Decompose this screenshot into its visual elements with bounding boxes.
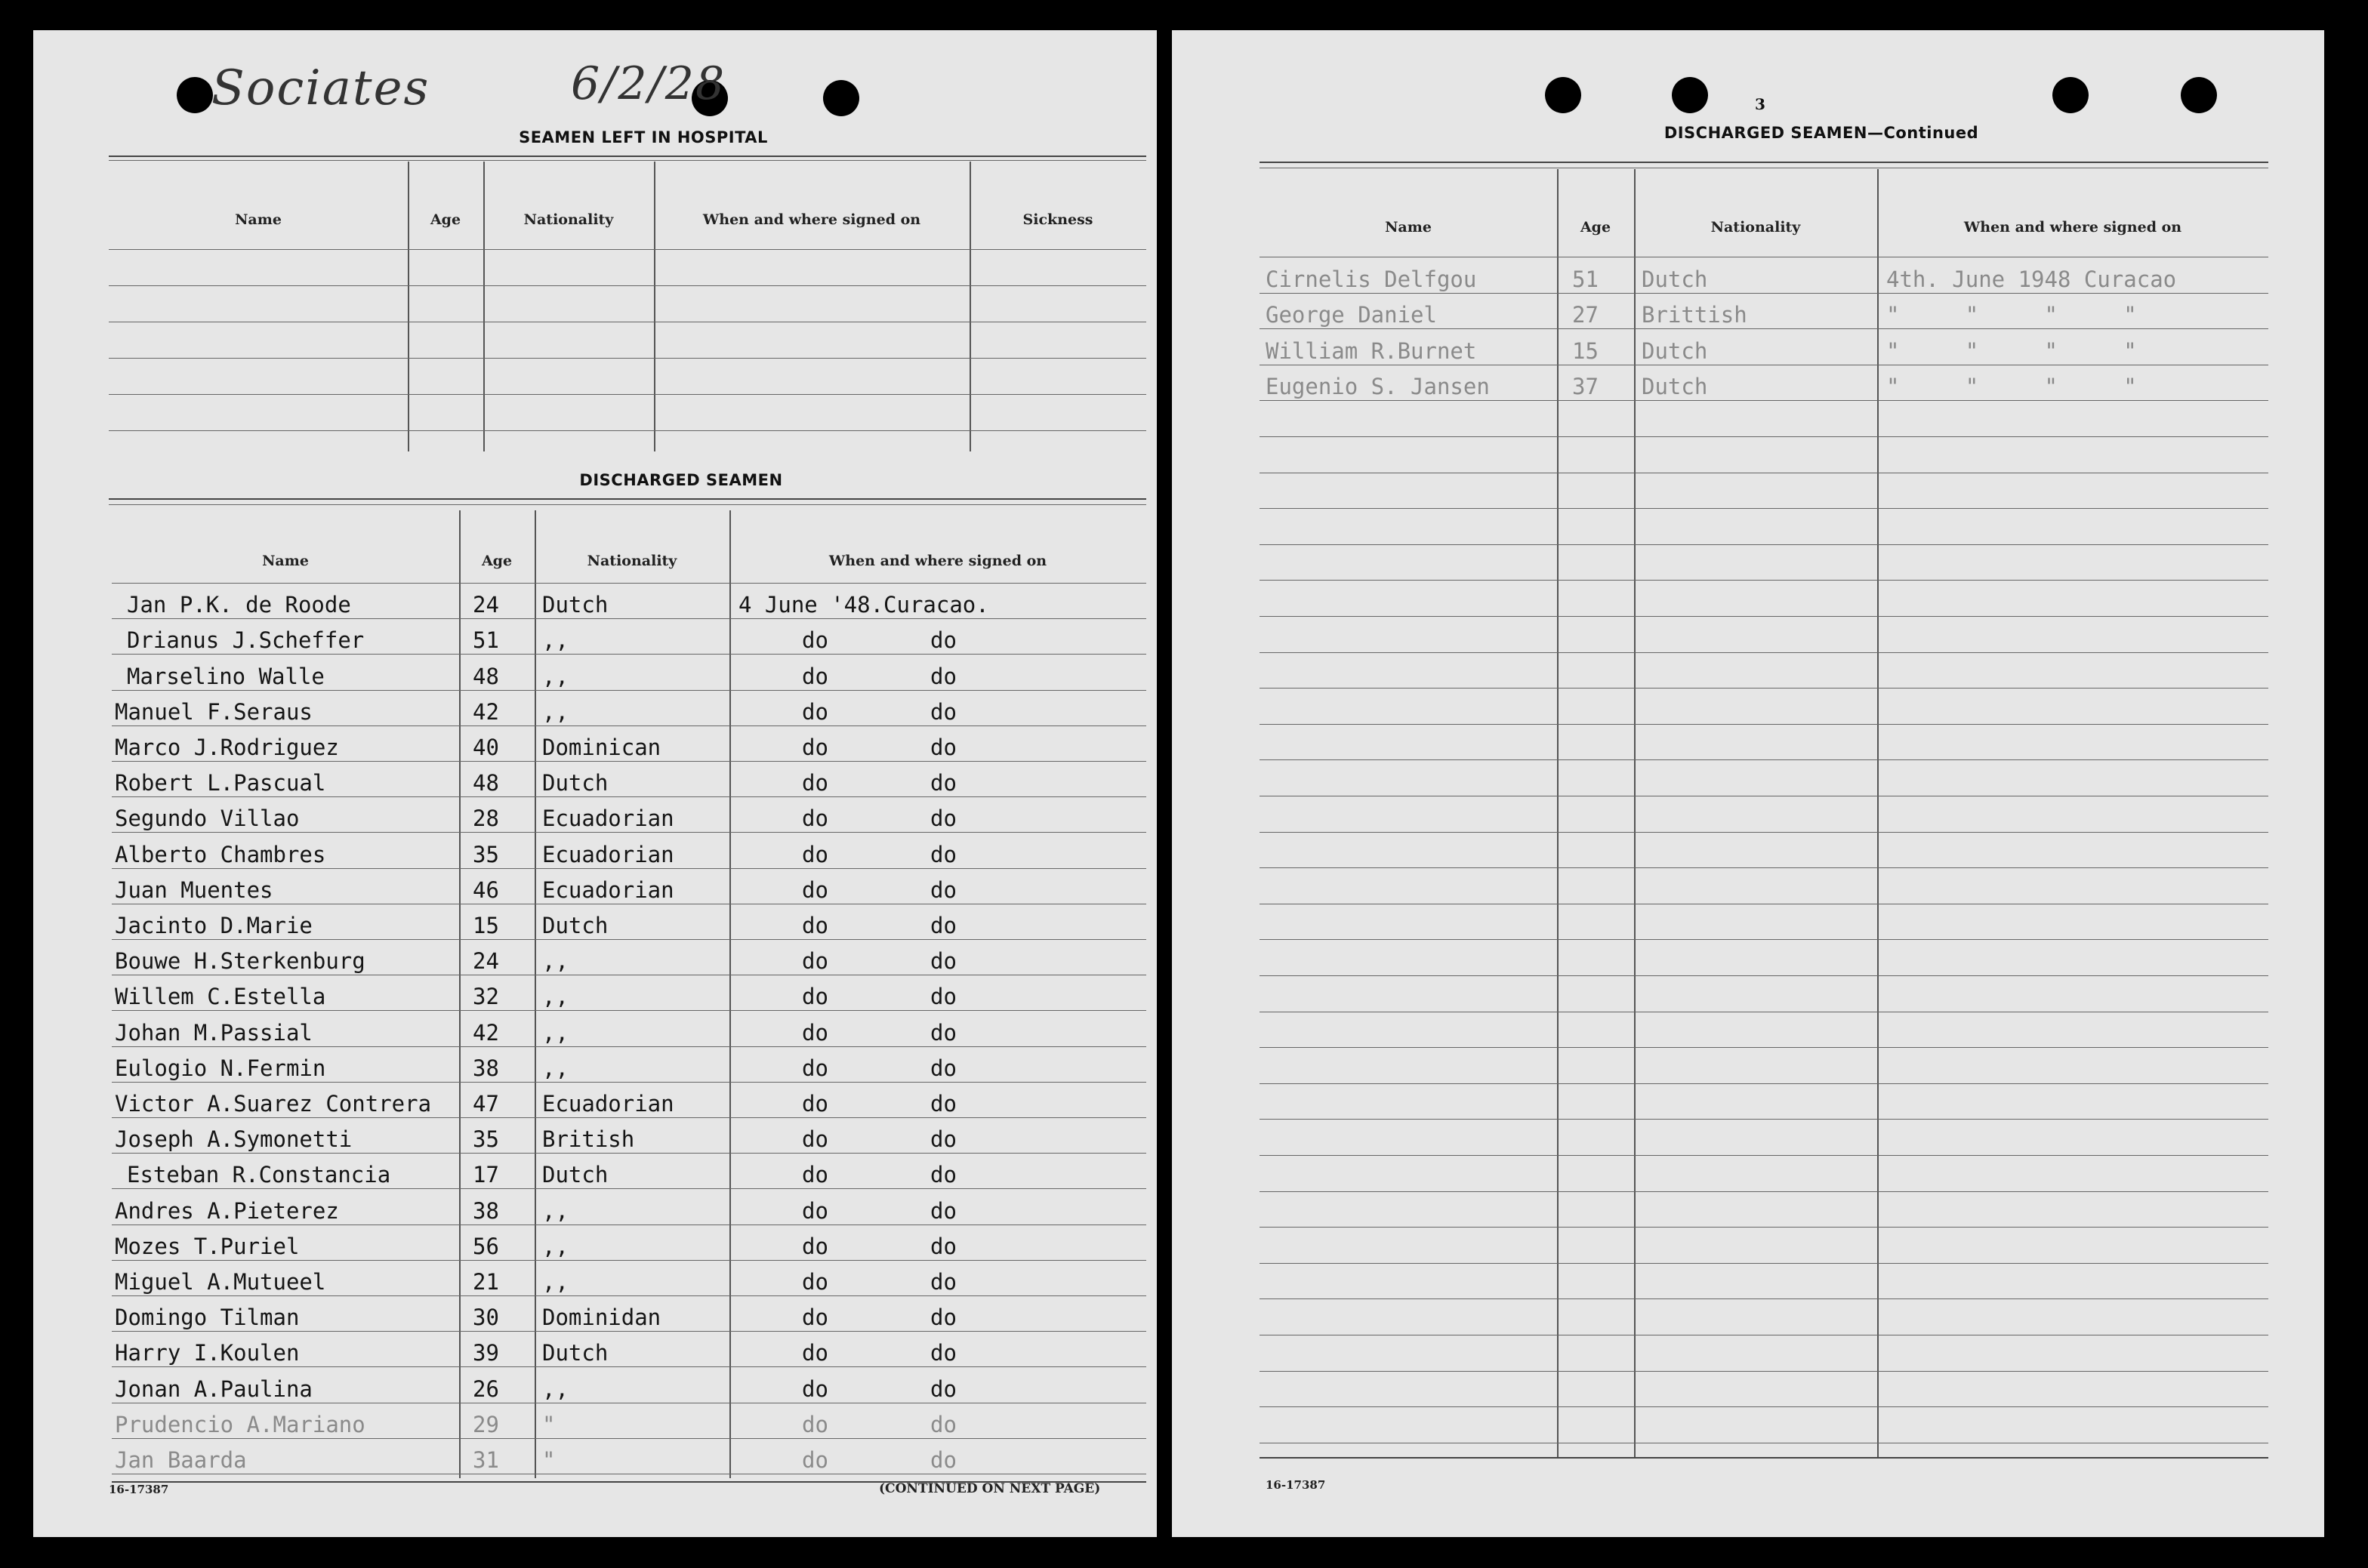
row-rule [112, 654, 1146, 655]
column-rule [408, 162, 409, 451]
discharged-header-0: Name [262, 553, 309, 569]
row-rule [1260, 652, 2268, 653]
right-page [1172, 30, 2324, 1537]
seaman-name: Drianus J.Scheffer [127, 627, 365, 654]
seaman-nationality: ,, [542, 1197, 569, 1224]
row-rule [1260, 544, 2268, 545]
hospital-header-1: Age [430, 211, 461, 228]
row-rule [1260, 436, 2268, 437]
hospital-header-0: Name [235, 211, 282, 228]
signed-on-date: do [802, 698, 828, 725]
row-rule [109, 394, 1146, 395]
signed-on-date: do [802, 948, 828, 975]
signed-on-place: do [930, 841, 957, 867]
row-rule [1260, 1083, 2268, 1084]
row-rule [1260, 328, 2268, 329]
row-rule [112, 1331, 1146, 1332]
seaman-age: 40 [473, 735, 499, 760]
signed-on-date: do [802, 770, 828, 796]
seaman-name: Robert L.Pascual [115, 770, 326, 796]
hospital-header-3: When and where signed on [702, 211, 921, 228]
seaman-nationality: Dominican [542, 735, 661, 760]
seaman-age: 35 [473, 841, 499, 867]
punch-hole [177, 77, 213, 113]
signed-on-place: do [930, 627, 957, 654]
signed-on-place: do [930, 948, 957, 975]
row-rule [1260, 1406, 2268, 1407]
row-rule [112, 690, 1146, 691]
row-rule [1260, 1298, 2268, 1299]
signed-on-date: do [802, 984, 828, 1010]
signed-on-date: do [802, 735, 828, 760]
row-rule [1260, 975, 2268, 976]
seaman-name: Bouwe H.Sterkenburg [115, 948, 365, 975]
seaman-nationality: " [542, 1447, 556, 1473]
hospital-header-2: Nationality [523, 211, 614, 228]
seaman-name: Victor A.Suarez Contrera [115, 1091, 432, 1117]
seaman-nationality: ,, [542, 627, 569, 654]
row-rule [1260, 293, 2268, 294]
seaman-age: 24 [473, 948, 499, 975]
signed-on-place: do [930, 1197, 957, 1224]
seaman-name: Eugenio S. Jansen [1266, 374, 1490, 400]
signed-on-date: do [802, 806, 828, 832]
seaman-age: 15 [473, 913, 499, 938]
seaman-nationality: ,, [542, 1233, 569, 1259]
row-rule [112, 725, 1146, 726]
column-rule [1877, 169, 1879, 1457]
signed-on-place: do [930, 876, 957, 903]
punch-hole [2052, 77, 2089, 113]
row-rule [1260, 1191, 2268, 1192]
seaman-age: 29 [473, 1411, 499, 1437]
continued-header-1: Age [1580, 219, 1611, 236]
signed-on-place: do [930, 1162, 957, 1188]
seaman-age: 24 [473, 592, 499, 618]
seaman-nationality: ,, [542, 698, 569, 725]
signed-on-place: do [930, 1340, 957, 1366]
seaman-nationality: Dutch [542, 592, 609, 618]
seaman-age: 46 [473, 876, 499, 903]
seaman-nationality: Dutch [542, 1162, 609, 1188]
column-rule [459, 510, 461, 1478]
signed-on-date: do [802, 1447, 828, 1473]
seaman-nationality: ,, [542, 663, 569, 689]
seaman-age: 51 [473, 627, 499, 654]
column-rule [729, 510, 731, 1478]
row-rule [1260, 616, 2268, 617]
signed-on-place: do [930, 1091, 957, 1117]
signed-on-date: do [802, 1162, 828, 1188]
row-rule [112, 868, 1146, 869]
form-number: 16-17387 [109, 1483, 169, 1496]
seaman-name: William R.Burnet [1266, 337, 1477, 364]
seaman-age: 42 [473, 1019, 499, 1046]
row-rule [112, 1295, 1146, 1296]
seaman-name: George Daniel [1266, 302, 1437, 328]
seaman-age: 17 [473, 1162, 499, 1188]
signed-on-place: do [930, 806, 957, 832]
seaman-name: Juan Muentes [115, 876, 273, 903]
seaman-age: 15 [1572, 337, 1599, 364]
continued-header-0: Name [1385, 219, 1432, 236]
table-bottom-rule [1260, 1457, 2268, 1459]
punch-hole [2181, 77, 2217, 113]
seaman-nationality: ,, [542, 984, 569, 1010]
seaman-name: Esteban R.Constancia [127, 1162, 391, 1188]
signed-on-place: do [930, 984, 957, 1010]
row-rule [112, 1153, 1146, 1154]
signed-on-place: do [930, 1305, 957, 1331]
signed-on-date: do [802, 1055, 828, 1081]
seaman-name: Alberto Chambres [115, 841, 326, 867]
discharged-section-title: DISCHARGED SEAMEN [579, 471, 783, 489]
seaman-name: Jan P.K. de Roode [127, 592, 351, 618]
seaman-name: Jacinto D.Marie [115, 913, 313, 938]
seaman-age: 35 [473, 1126, 499, 1153]
seaman-name: Marco J.Rodriguez [115, 735, 339, 760]
seaman-age: 56 [473, 1233, 499, 1259]
seaman-nationality: ,, [542, 1019, 569, 1046]
row-rule [109, 285, 1146, 286]
seaman-nationality: ,, [542, 1375, 569, 1402]
row-rule [1260, 1119, 2268, 1120]
seaman-name: Manuel F.Seraus [115, 698, 313, 725]
signed-on: 4th. June 1948 Curacao [1886, 266, 2177, 292]
row-rule [112, 939, 1146, 940]
row-rule [109, 358, 1146, 359]
signed-on-place: do [930, 1269, 957, 1295]
row-rule [1260, 1371, 2268, 1372]
seaman-age: 38 [473, 1055, 499, 1081]
seaman-age: 30 [473, 1305, 499, 1331]
column-rule [1557, 169, 1559, 1457]
signed-on-place: do [930, 1055, 957, 1081]
row-rule [1260, 580, 2268, 581]
row-rule [1260, 1227, 2268, 1228]
row-rule [112, 1260, 1146, 1261]
row-rule [112, 1082, 1146, 1083]
seaman-nationality: Dutch [1642, 374, 1708, 400]
continued-header-2: Nationality [1710, 219, 1801, 236]
seaman-name: Prudencio A.Mariano [115, 1411, 365, 1437]
seaman-nationality: Dutch [542, 770, 609, 796]
seaman-age: 48 [473, 770, 499, 796]
row-rule [1260, 832, 2268, 833]
seaman-nationality: Dutch [542, 913, 609, 938]
signed-on-place: do [930, 913, 957, 938]
column-rule [483, 162, 485, 451]
signed-on-date: do [802, 663, 828, 689]
form-number: 16-17387 [1266, 1478, 1326, 1492]
seaman-name: Jan Baarda [115, 1447, 247, 1473]
discharged-continued-title: DISCHARGED SEAMEN—Continued [1663, 124, 1979, 142]
seaman-nationality: ,, [542, 1269, 569, 1295]
seaman-nationality: Dutch [542, 1340, 609, 1366]
seaman-age: 32 [473, 984, 499, 1010]
handwritten-date: 6/2/28 [571, 57, 726, 110]
row-rule [112, 583, 1146, 584]
signed-on: " " " " [1886, 302, 2137, 328]
row-rule [1260, 867, 2268, 868]
seaman-nationality: Dutch [1642, 337, 1708, 364]
signed-on: " " " " [1886, 337, 2137, 364]
seaman-name: Harry I.Koulen [115, 1340, 300, 1366]
row-rule [112, 832, 1146, 833]
seaman-name: Segundo Villao [115, 806, 300, 832]
row-rule [112, 1366, 1146, 1367]
row-rule [112, 1188, 1146, 1189]
signed-on-date: do [802, 1411, 828, 1437]
row-rule [112, 761, 1146, 762]
signed-on-date: do [802, 1375, 828, 1402]
hospital-section-title: SEAMEN LEFT IN HOSPITAL [519, 128, 768, 146]
row-rule [1260, 759, 2268, 760]
row-rule [1260, 688, 2268, 689]
discharged-header-2: Nationality [587, 553, 677, 569]
signed-on-place: do [930, 698, 957, 725]
signed-on-place: do [930, 1411, 957, 1437]
column-rule [654, 162, 655, 451]
signed-on-place: do [930, 1233, 957, 1259]
signed-on-date: do [802, 913, 828, 938]
column-rule [1634, 169, 1636, 1457]
signed-on-date: do [802, 876, 828, 903]
seaman-nationality: ,, [542, 1055, 569, 1081]
punch-hole [823, 80, 859, 116]
signed-on-date: do [802, 1305, 828, 1331]
seaman-name: Jonan A.Paulina [115, 1375, 313, 1402]
signed-on-date: do [802, 841, 828, 867]
hospital-header-4: Sickness [1022, 211, 1093, 228]
seaman-age: 39 [473, 1340, 499, 1366]
left-page [33, 30, 1157, 1537]
signed-on-date: do [802, 627, 828, 654]
seaman-nationality: " [542, 1411, 556, 1437]
seaman-age: 28 [473, 806, 499, 832]
seaman-name: Cirnelis Delfgou [1266, 266, 1477, 292]
signed-on-date: do [802, 1269, 828, 1295]
seaman-nationality: Ecuadorian [542, 1091, 674, 1117]
row-rule [109, 249, 1146, 250]
seaman-age: 48 [473, 663, 499, 689]
seaman-age: 51 [1572, 266, 1599, 292]
seaman-nationality: Dutch [1642, 266, 1708, 292]
row-rule [112, 1010, 1146, 1011]
column-rule [535, 510, 536, 1478]
seaman-nationality: Ecuadorian [542, 876, 674, 903]
signed-on-place: do [930, 1019, 957, 1046]
punch-hole [1672, 77, 1708, 113]
seaman-name: Mozes T.Puriel [115, 1233, 300, 1259]
seaman-age: 27 [1572, 302, 1599, 328]
signed-on-place: do [930, 770, 957, 796]
punch-hole [1545, 77, 1581, 113]
signed-on-date: do [802, 1091, 828, 1117]
seaman-age: 26 [473, 1375, 499, 1402]
seaman-nationality: ,, [542, 948, 569, 975]
signed-on-place: do [930, 735, 957, 760]
row-rule [112, 1438, 1146, 1439]
row-rule [112, 618, 1146, 619]
seaman-age: 31 [473, 1447, 499, 1473]
seaman-nationality: Brittish [1642, 302, 1747, 328]
seaman-name: Willem C.Estella [115, 984, 326, 1010]
signed-on-place: do [930, 1126, 957, 1153]
row-rule [1260, 1155, 2268, 1156]
page-number: 3 [1755, 95, 1765, 113]
continued-header-3: When and where signed on [1963, 219, 2182, 236]
row-rule [112, 1117, 1146, 1118]
signed-on: " " " " [1886, 374, 2137, 400]
signed-on-date: do [802, 1340, 828, 1366]
seaman-name: Marselino Walle [127, 663, 325, 689]
signed-on-place: do [930, 1375, 957, 1402]
signed-on-date: do [802, 1126, 828, 1153]
row-rule [112, 796, 1146, 797]
seaman-name: Andres A.Pieterez [115, 1197, 339, 1224]
seaman-nationality: Ecuadorian [542, 806, 674, 832]
continued-note: (CONTINUED ON NEXT PAGE) [879, 1481, 1101, 1496]
discharged-header-1: Age [481, 553, 513, 569]
row-rule [1260, 508, 2268, 509]
column-rule [970, 162, 971, 451]
seaman-nationality: Dominidan [542, 1305, 661, 1331]
signed-on-place: do [930, 1447, 957, 1473]
handwritten-name: Sociates [211, 60, 430, 116]
seaman-name: Eulogio N.Fermin [115, 1055, 326, 1081]
row-rule [1260, 1263, 2268, 1264]
seaman-nationality: British [542, 1126, 635, 1153]
signed-on-date: do [802, 1233, 828, 1259]
row-rule [1260, 724, 2268, 725]
row-rule [112, 1046, 1146, 1047]
seaman-age: 47 [473, 1091, 499, 1117]
seaman-age: 21 [473, 1269, 499, 1295]
seaman-nationality: Ecuadorian [542, 841, 674, 867]
seaman-age: 37 [1572, 374, 1599, 400]
discharged-header-3: When and where signed on [828, 553, 1047, 569]
seaman-name: Johan M.Passial [115, 1019, 313, 1046]
signed-on: 4 June '48.Curacao. [738, 592, 989, 618]
signed-on-place: do [930, 663, 957, 689]
seaman-name: Miguel A.Mutueel [115, 1269, 326, 1295]
seaman-name: Domingo Tilman [115, 1305, 300, 1331]
row-rule [109, 430, 1146, 431]
row-rule [1260, 1047, 2268, 1048]
row-rule [1260, 939, 2268, 940]
signed-on-date: do [802, 1019, 828, 1046]
signed-on-date: do [802, 1197, 828, 1224]
seaman-name: Joseph A.Symonetti [115, 1126, 353, 1153]
seaman-age: 42 [473, 698, 499, 725]
row-rule [1260, 400, 2268, 401]
seaman-age: 38 [473, 1197, 499, 1224]
